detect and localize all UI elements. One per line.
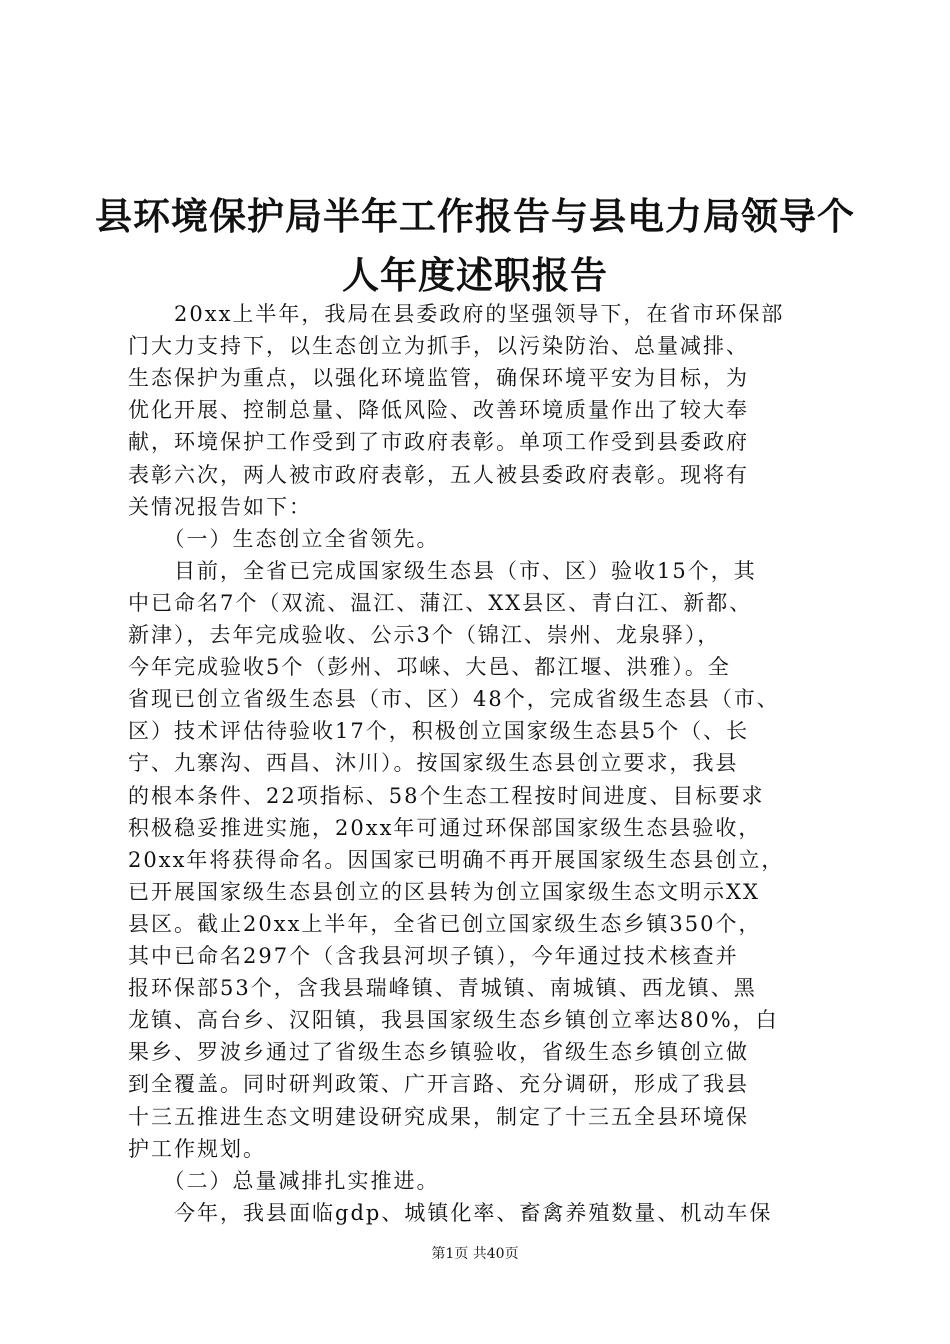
text-line: 目前，全省已完成国家级生态县（市、区）验收15个，其	[128, 558, 757, 583]
text-line: 县区。截止20xx上半年，全省已创立国家级生态乡镇350个，	[128, 911, 762, 936]
text-line: 其中已命名297个（含我县河坝子镇），今年通过技术核查并	[128, 944, 739, 968]
text-line: （一）生态创立全省领先。	[128, 526, 440, 551]
text-line: 十三五推进生态文明建设研究成果，制定了十三五全县环境保	[128, 1104, 749, 1129]
text-line: 区）技术评估待验收17个，积极创立国家级生态县5个（、长	[128, 719, 750, 744]
text-line: 到全覆盖。同时研判政策、广开言路、充分调研，形成了我县	[128, 1072, 749, 1097]
text-line: 果乡、罗波乡通过了省级生态乡镇验收，省级生态乡镇创立做	[128, 1040, 749, 1065]
text-line: 报环保部53个，含我县瑞峰镇、青城镇、南城镇、西龙镇、黑	[128, 976, 757, 1001]
text-line: 中已命名7个（双流、温江、蒲江、XX县区、青白江、新都、	[128, 590, 753, 615]
text-line: 门大力支持下，以生态创立为抓手，以污染防治、总量减排、	[128, 334, 749, 359]
text-line: 生态保护为重点，以强化环境监管，确保环境平安为目标，为	[128, 366, 749, 391]
title-line-2: 人年度述职报告	[342, 253, 608, 297]
text-line: 积极稳妥推进实施，20xx年可通过环保部国家级生态县验收，	[128, 815, 762, 840]
text-line: 20xx上半年，我局在县委政府的坚强领导下，在省市环保部	[128, 302, 785, 326]
text-line: 宁、九寨沟、西昌、沐川）。按国家级生态县创立要求，我县	[128, 751, 739, 776]
text-line: （二）总量减排扎实推进。	[128, 1168, 440, 1193]
text-line: 20xx年将获得命名。因国家已明确不再开展国家级生态县创立，	[128, 847, 785, 872]
text-line: 的根本条件、22项指标、58个生态工程按时间进度、目标要求	[128, 783, 765, 808]
text-line: 新津），去年完成验收、公示3个（锦江、崇州、龙泉驿），	[128, 623, 721, 647]
text-line: 省现已创立省级生态县（市、区）48个，完成省级生态县（市、	[128, 687, 780, 712]
text-line: 表彰六次，两人被市政府表彰，五人被县委政府表彰。现将有	[128, 462, 749, 487]
title-line-1: 县环境保护局半年工作报告与县电力局领导个	[95, 194, 855, 238]
text-line: 今年，我县面临gdp、城镇化率、畜禽养殖数量、机动车保	[128, 1200, 773, 1225]
text-line: 今年完成验收5个（彭州、邛崃、大邑、都江堰、洪雅）。全	[128, 655, 731, 680]
text-line: 龙镇、高台乡、汉阳镇，我县国家级生态乡镇创立率达80%，白	[128, 1008, 779, 1033]
text-line: 优化开展、控制总量、降低风险、改善环境质量作出了较大奉	[128, 398, 749, 423]
text-line: 已开展国家级生态县创立的区县转为创立国家级生态文明示XX	[128, 879, 760, 904]
text-line: 关情况报告如下：	[128, 494, 312, 519]
text-line: 献，环境保护工作受到了市政府表彰。单项工作受到县委政府	[128, 430, 749, 455]
page-number: 第1页 共40页	[431, 1246, 519, 1262]
text-line: 护工作规划。	[128, 1136, 266, 1161]
